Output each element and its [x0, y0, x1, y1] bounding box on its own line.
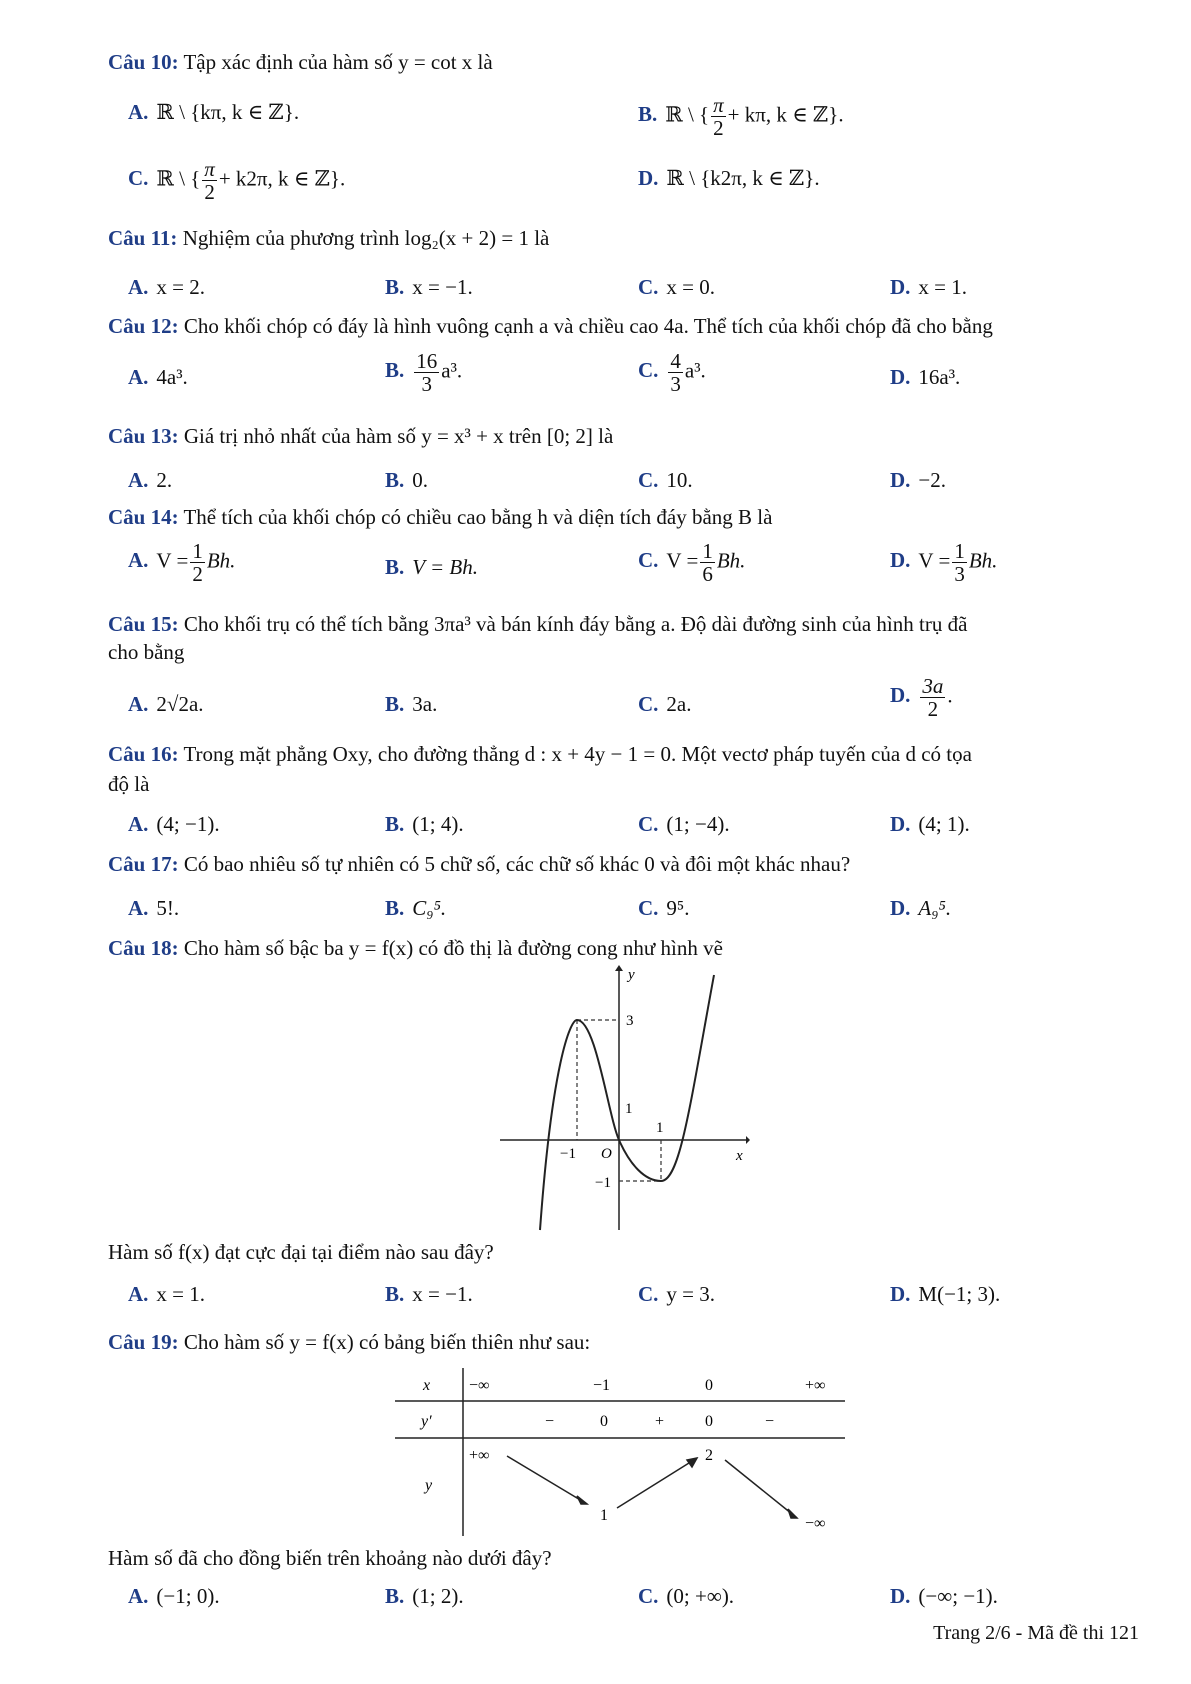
option-a[interactable]: A. 2√2a.: [128, 692, 204, 716]
option-c[interactable]: C. y = 3.: [638, 1282, 716, 1306]
option-a[interactable]: A. x = 2.: [128, 275, 206, 299]
option-c[interactable]: C. $\frac{4}{3}$ a³.: [638, 349, 706, 397]
cubic-graph: [500, 965, 750, 1235]
question-19: Câu 19: Cho hàm số y = f(x) có bảng biến thiên như sau:: [108, 1330, 591, 1354]
x-minus1: −1: [593, 1377, 611, 1394]
question-16-continued: độ là: [108, 772, 150, 796]
option-c[interactable]: C. 10.: [638, 468, 693, 492]
option-d[interactable]: D. V = $\frac{1}{3}$ Bh.: [890, 539, 998, 587]
question-12: Câu 12: Cho khối chóp có đáy là hình vuông cạnh a và chiều cao 4a. Thể tích của khối chóp đã cho bằng: [108, 314, 993, 338]
option-a[interactable]: A. ℝ \ {kπ, k ∈ ℤ}.: [128, 100, 300, 124]
question-18: Câu 18: Cho hàm số bậc ba y = f(x) có đồ thị là đường cong như hình vẽ: [108, 936, 723, 960]
row-label-x: x: [423, 1377, 431, 1394]
y-top-left: +∞: [469, 1447, 490, 1464]
option-b[interactable]: B. 0.: [385, 468, 429, 492]
variation-table: [395, 1368, 845, 1538]
option-a[interactable]: A. 2.: [128, 468, 173, 492]
option-b[interactable]: B. 3a.: [385, 692, 438, 716]
option-b[interactable]: B. (1; 2).: [385, 1584, 464, 1608]
option-d[interactable]: D. A₉⁵.: [890, 896, 952, 920]
deriv-zero-2: 0: [705, 1413, 713, 1430]
y-min: 1: [600, 1507, 608, 1524]
row-label-yprime: y′: [421, 1413, 432, 1430]
option-d[interactable]: D. (4; 1).: [890, 812, 970, 836]
x-pos-inf: +∞: [805, 1377, 826, 1394]
option-b[interactable]: B. C₉⁵.: [385, 896, 447, 920]
question-18-continued: Hàm số f(x) đạt cực đại tại điểm nào sau đây?: [108, 1240, 494, 1264]
question-10: [108, 50, 493, 75]
row-label-y: y: [425, 1477, 433, 1494]
deriv-zero-1: 0: [600, 1413, 608, 1430]
y-axis-label: y: [628, 967, 635, 983]
option-b[interactable]: B. x = −1.: [385, 275, 473, 299]
tick-label-minus1-x: −1: [560, 1146, 576, 1162]
question-15: Câu 15: Cho khối trụ có thể tích bằng 3πa³ và bán kính đáy bằng a. Độ dài đường sinh của hình trụ đã: [108, 612, 968, 636]
option-b[interactable]: B. (1; 4).: [385, 812, 464, 836]
sign-2: +: [655, 1413, 665, 1430]
question-13: Câu 13: Giá trị nhỏ nhất của hàm số y = x³ + x trên [0; 2] là: [108, 424, 614, 448]
x-axis-arrow: [746, 1136, 750, 1144]
sign-1: −: [545, 1413, 555, 1430]
option-c[interactable]: C. (1; −4).: [638, 812, 730, 836]
option-c[interactable]: C. V = $\frac{1}{6}$ Bh.: [638, 539, 746, 587]
tick-label-1-x: 1: [656, 1120, 664, 1136]
option-d[interactable]: D. 16a³.: [890, 365, 961, 389]
option-c[interactable]: C. 9⁵.: [638, 896, 690, 920]
option-c[interactable]: C. (0; +∞).: [638, 1584, 735, 1608]
option-a[interactable]: A. V = $\frac{1}{2}$ Bh.: [128, 539, 236, 587]
question-11: Câu 11: Nghiệm của phương trình log₂(x + 2) = 1 là: [108, 226, 550, 250]
x-zero: 0: [705, 1377, 713, 1394]
option-a[interactable]: A. (−1; 0).: [128, 1584, 220, 1608]
option-d[interactable]: D. x = 1.: [890, 275, 968, 299]
sign-3: −: [765, 1413, 775, 1430]
option-d[interactable]: D. ℝ \ {k2π, k ∈ ℤ}.: [638, 166, 820, 190]
option-b[interactable]: B. V = Bh.: [385, 555, 478, 579]
question-text: Tập xác định của hàm số y = cot x là: [183, 50, 493, 74]
option-b[interactable]: B. x = −1.: [385, 1282, 473, 1306]
option-a[interactable]: A. 5!.: [128, 896, 180, 920]
option-d[interactable]: D. M(−1; 3).: [890, 1282, 1001, 1306]
question-14: Câu 14: Thể tích của khối chóp có chiều cao bằng h và diện tích đáy bằng B là: [108, 505, 773, 529]
question-19-continued: Hàm số đã cho đồng biến trên khoảng nào dưới đây?: [108, 1546, 552, 1570]
option-c[interactable]: C. x = 0.: [638, 275, 716, 299]
option-b[interactable]: B. $\frac{16}{3}$ a³.: [385, 349, 463, 397]
origin-label: O: [601, 1146, 612, 1162]
option-d[interactable]: D. −2.: [890, 468, 947, 492]
option-a[interactable]: A. x = 1.: [128, 1282, 206, 1306]
question-17: Câu 17: Có bao nhiêu số tự nhiên có 5 chữ số, các chữ số khác 0 và đôi một khác nhau?: [108, 852, 851, 876]
y-max: 2: [705, 1447, 713, 1464]
option-a[interactable]: A. (4; −1).: [128, 812, 220, 836]
tick-label-1-y: 1: [625, 1101, 633, 1117]
option-c[interactable]: C. ℝ \ { $\frac{\pi}{2}$ + k2π, k ∈ ℤ}.: [128, 157, 346, 205]
page-footer: Trang 2/6 - Mã đề thi 121: [933, 1622, 1139, 1644]
arrow-increasing: [617, 1458, 697, 1508]
arrow-decreasing-1: [507, 1456, 587, 1504]
y-axis-arrow: [615, 965, 623, 971]
tick-label-minus1-y: −1: [595, 1175, 611, 1191]
x-neg-inf: −∞: [469, 1377, 490, 1394]
question-15-continued: cho bằng: [108, 640, 185, 664]
tick-label-3: 3: [626, 1013, 634, 1029]
option-a[interactable]: A. 4a³.: [128, 365, 188, 389]
x-axis-label: x: [736, 1148, 743, 1164]
question-16: Câu 16: Trong mặt phẳng Oxy, cho đường thẳng d : x + 4y − 1 = 0. Một vectơ pháp tuyến của d có tọa: [108, 742, 972, 766]
y-bottom-right: −∞: [805, 1515, 826, 1532]
arrow-decreasing-2: [725, 1460, 797, 1518]
option-d[interactable]: D. $\frac{3a}{2}$ .: [890, 674, 953, 722]
option-b[interactable]: B. ℝ \ { $\frac{\pi}{2}$ + kπ, k ∈ ℤ}.: [638, 93, 844, 141]
question-label: Câu 10:: [108, 50, 179, 74]
option-c[interactable]: C. 2a.: [638, 692, 692, 716]
option-d[interactable]: D. (−∞; −1).: [890, 1584, 998, 1608]
